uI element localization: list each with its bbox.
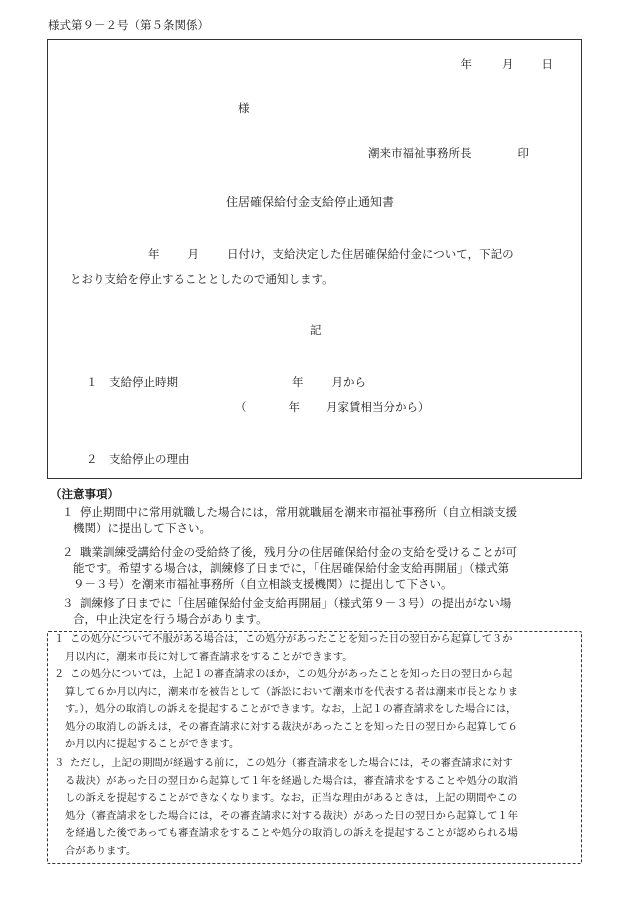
document-title: 住居確保給付金支給停止通知書 [226,195,395,209]
note-item [62,595,582,627]
appeal-text: この処分について不服がある場合は，この処分があったことを知った日の翌日から起算して３か [70,633,513,645]
appeal-text: 算して６か月以内に，潮来市を被告として（訴訟において潮来市を代表する者は潮来市長となりま [65,685,519,698]
appeal-item [54,666,574,754]
ki-heading: 記 [310,323,322,337]
note-text: 合，中止決定を行う場合があります。 [73,612,268,626]
body-line-1-text: 日付け，支給決定した住居確保給付金について，下記の [227,247,514,261]
seal-mark: 印 [517,146,529,160]
sender [368,145,529,161]
body-year: 年 [148,247,160,261]
item-1-number: １ [86,375,98,389]
appeal-text: 処分（審査請求をした場合には，その審査請求に対する裁決）があった日の翌日から起算して１年 [65,809,518,822]
item-2-number: ２ [86,452,98,466]
note-number: １ [62,505,74,519]
addressee: 様 [238,101,250,115]
note-number: ３ [62,596,74,610]
item-1-rent-rest: 月家賃相当分から） [326,400,430,414]
item-1-paren-open: （ [235,400,247,414]
note-text: ９－３号）を潮来市福祉事務所（自立相談支援機関）に提出して下さい。 [73,577,453,591]
note-number: ２ [62,545,74,559]
item-1-rent-period [235,399,430,415]
note-item [62,504,582,536]
body-month: 月 [187,247,199,261]
note-item [62,544,582,592]
appeal-text: か月以内に提起することができます。 [65,738,240,751]
issue-date [461,56,554,72]
appeal-text: 処分の取消しの訴えは，その審査請求に対する裁決があったことを知った日の翌日から起算して６ [65,720,518,733]
appeal-text: す。），処分の取消しの訴えを提起することができます。なお，上記１の審査請求をした場合には， [65,703,517,716]
item-1-rent-year: 年 [288,400,300,414]
appeal-text: る裁決）があった日の翌日から起算して１年を経過した場合は，審査請求をすることや処分の取消 [65,774,518,787]
item-1-month-from: 月から [331,375,366,389]
note-text: 職業訓練受講給付金の受給終了後，残月分の住居確保給付金の支給を受けることが可 [80,545,517,559]
appeal-number: １ [54,633,65,645]
date-year: 年 [460,57,472,71]
body-line-1 [148,246,514,262]
date-day: 日 [541,57,553,71]
appeal-item [54,631,574,666]
sender-title: 潮来市福祉事務所長 [368,146,472,160]
item-2-label: 支給停止の理由 [109,452,190,466]
appeal-text: を経過した後であっても審査請求をすることや処分の取消しの訴えを提起することが認められる場 [65,827,518,840]
item-1-label: 支給停止時期 [109,375,178,389]
appeal-text: 月以内に，潮来市長に対して審査請求をすることができます。 [65,650,353,663]
body-line-2: とおり支給を停止することとしたので通知します。 [70,272,334,286]
date-month: 月 [502,57,514,71]
appeal-text: 合があります。 [65,844,137,857]
notes-title: （注意事項） [50,487,119,501]
note-text: 能です。希望する場合は，訓練修了日までに，「住居確保給付金支給再開届」（様式第 [73,561,510,575]
appeal-number: ２ [54,668,65,680]
appeal-text: ただし，上記の期間が経過する前に，この処分（審査請求をした場合には，その審査請求に対す [70,757,513,769]
appeal-text: この処分については，上記１の審査請求のほか，この処分があったことを知った日の翌日から起 [70,668,513,680]
note-text: 停止期間中に常用就職した場合には，常用就職届を潮来市福祉事務所（自立相談支援 [80,505,517,519]
appeal-number: ３ [54,757,65,769]
form-label: 様式第９－２号（第５条関係） [48,18,209,32]
note-text: 訓練修了日までに「住居確保給付金支給再開届」（様式第９－３号）の提出がない場 [80,596,512,610]
item-1-period [292,374,366,390]
item-1-year: 年 [292,375,304,389]
appeal-text: しの訴えを提起することができなくなります。なお，正当な理由があるときは，上記の期間やこの [65,792,518,805]
appeal-item [54,755,574,861]
note-text: 機関）に提出して下さい。 [73,521,211,535]
